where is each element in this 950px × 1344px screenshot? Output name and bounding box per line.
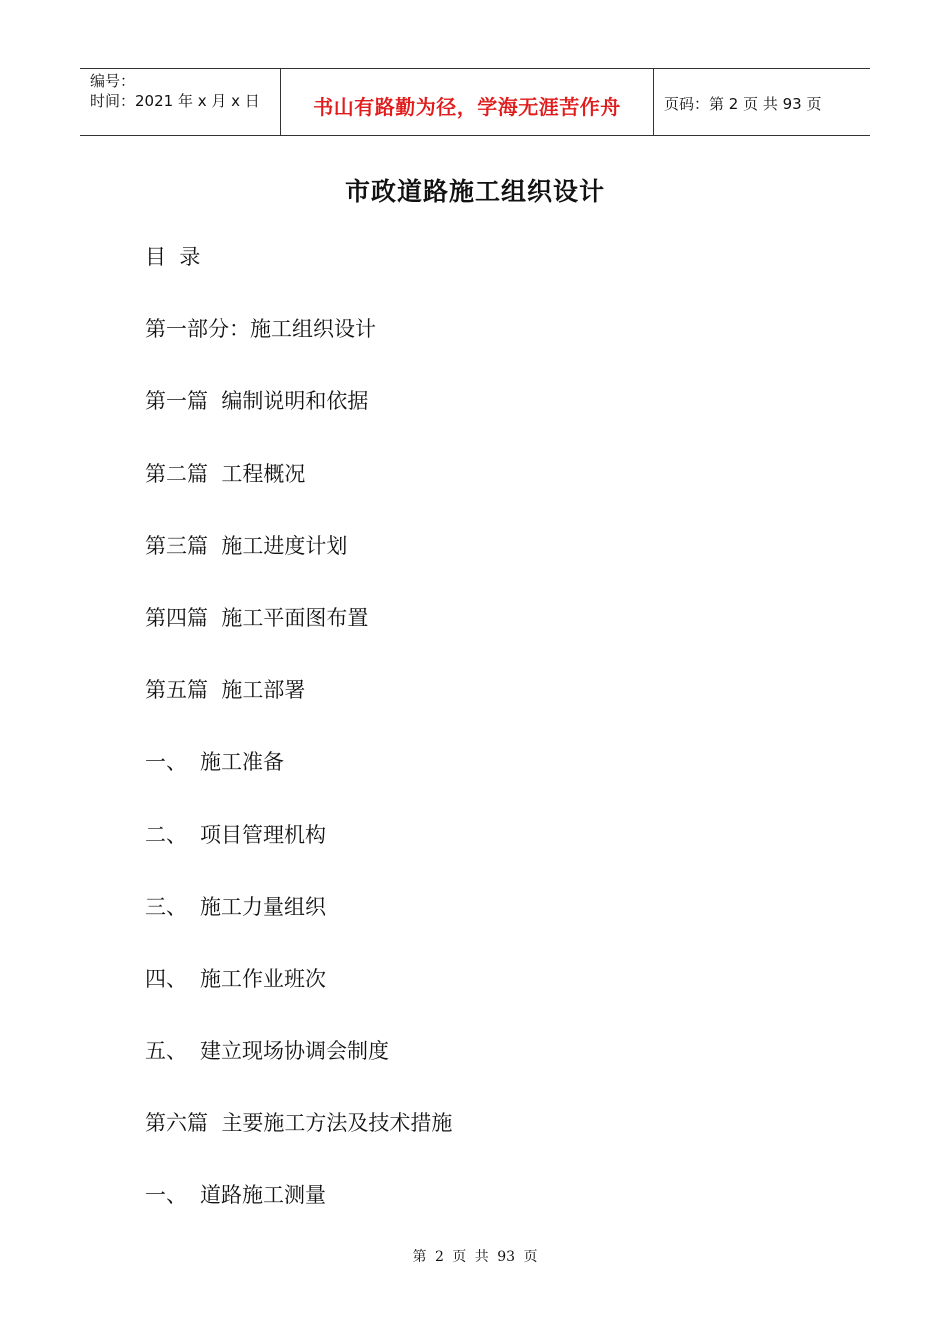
- toc-item-text: 第六篇 主要施工方法及技术措施: [145, 1111, 453, 1136]
- toc-item-text: 第二篇 工程概况: [145, 461, 306, 486]
- document-title: 市政道路施工组织设计: [344, 177, 605, 206]
- toc-item: [145, 384, 452, 456]
- toc-item-number: 一、: [145, 750, 187, 775]
- page-header: [80, 68, 870, 136]
- toc-item-text: 目 录: [145, 245, 201, 269]
- toc-item-number: 五、: [145, 1039, 187, 1064]
- toc-item-text: 第四篇 施工平面图布置: [145, 605, 369, 630]
- toc-item-text: 第三篇 施工进度计划: [145, 533, 348, 558]
- toc-item: [145, 890, 452, 962]
- table-of-contents: [145, 240, 452, 1251]
- toc-item-number: 三、: [145, 894, 187, 919]
- toc-item: [145, 673, 452, 745]
- toc-item-text: 项目管理机构: [200, 822, 326, 847]
- header-page-info: 页码：第 2 页 共 93 页: [664, 95, 822, 113]
- header-motto-cell: [281, 69, 654, 135]
- toc-item-text: 施工力量组织: [200, 894, 326, 919]
- toc-item: [145, 1034, 452, 1106]
- toc-item-text: 施工作业班次: [200, 966, 326, 991]
- toc-item: [145, 529, 452, 601]
- page-footer: 第 2 页 共 93 页: [412, 1249, 538, 1265]
- document-number-label: 编号：: [90, 72, 136, 90]
- toc-item-number: 一、: [145, 1183, 187, 1208]
- header-motto: 书山有路勤为径，学海无涯苦作舟: [313, 94, 621, 119]
- toc-item-text: 第一篇 编制说明和依据: [145, 389, 369, 414]
- toc-item: [145, 745, 452, 817]
- toc-item-text: 施工准备: [200, 750, 284, 775]
- toc-item-number: 二、: [145, 822, 187, 847]
- toc-item: [145, 240, 452, 312]
- toc-item: [145, 962, 452, 1034]
- header-meta-cell: [80, 69, 281, 135]
- toc-item: [145, 601, 452, 673]
- header-page-cell: [654, 69, 870, 135]
- document-date-label: 时间：2021 年 x 月 x 日: [90, 92, 260, 110]
- toc-item-number: 四、: [145, 966, 187, 991]
- toc-item: [145, 457, 452, 529]
- toc-item: [145, 818, 452, 890]
- toc-item-text: 第五篇 施工部署: [145, 678, 306, 703]
- toc-item-text: 道路施工测量: [200, 1183, 326, 1208]
- toc-item: [145, 312, 452, 384]
- toc-item-text: 第一部分：施工组织设计: [145, 317, 376, 342]
- toc-item-text: 建立现场协调会制度: [200, 1039, 389, 1064]
- toc-item: [145, 1106, 452, 1178]
- toc-item: [145, 1178, 452, 1250]
